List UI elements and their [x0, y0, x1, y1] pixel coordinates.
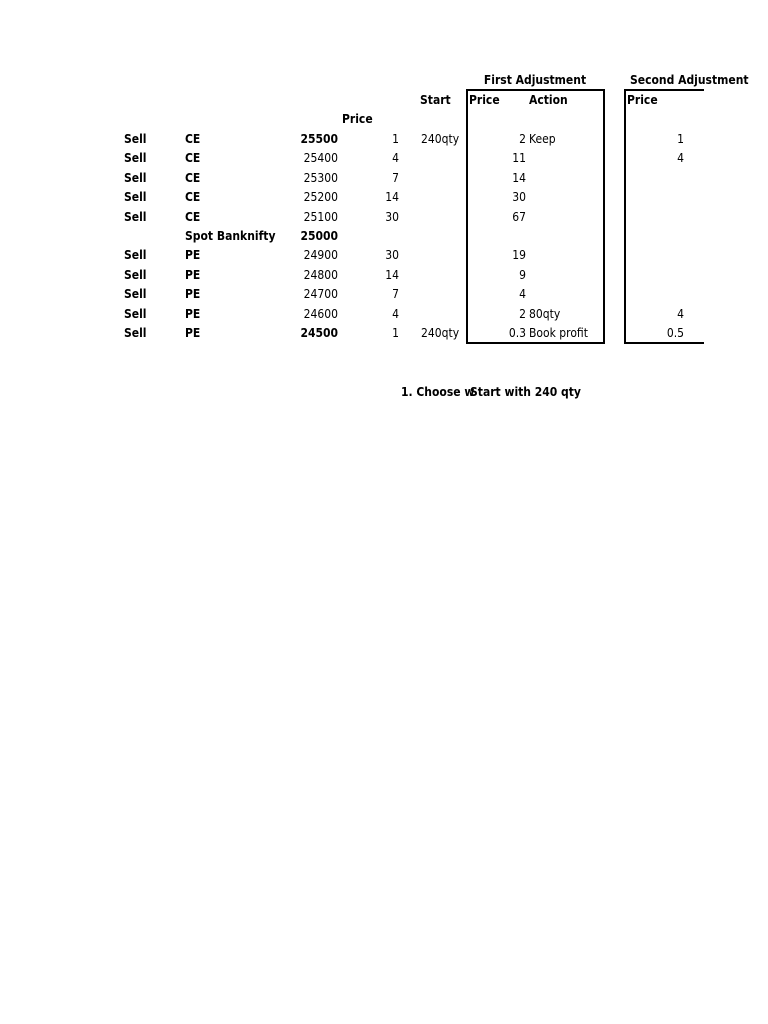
row-side: Sell	[124, 171, 147, 185]
row-side: Sell	[124, 326, 147, 340]
start-header: Start	[420, 93, 451, 107]
row-strike: 24700	[303, 287, 338, 301]
row-strike: 25300	[303, 171, 338, 185]
first-price-header: Price	[469, 93, 500, 107]
row-side: Sell	[124, 190, 147, 204]
first-adjustment-header: First Adjustment	[483, 73, 587, 87]
row-option-type: PE	[185, 248, 201, 262]
row-price: 1	[392, 326, 399, 340]
row-second-price: 4	[677, 151, 684, 165]
row-option-type: CE	[185, 171, 201, 185]
note-overlap-text: Start with 240 qty	[470, 385, 581, 399]
row-strike: 24800	[303, 268, 338, 282]
row-first-action: 80qty	[529, 307, 561, 321]
row-second-price: 4	[677, 307, 684, 321]
second-adjustment-box	[624, 89, 704, 344]
row-option-type: CE	[185, 190, 201, 204]
row-first-price: 11	[512, 151, 526, 165]
row-first-price: 14	[512, 171, 526, 185]
row-strike: 25200	[303, 190, 338, 204]
row-side: Sell	[124, 268, 147, 282]
row-side: Sell	[124, 287, 147, 301]
row-side: Sell	[124, 307, 147, 321]
row-price: 14	[385, 268, 399, 282]
row-price: 14	[385, 190, 399, 204]
row-first-price: 9	[519, 268, 526, 282]
row-first-price: 0.3	[508, 326, 526, 340]
row-price: 30	[385, 248, 399, 262]
row-option-type: CE	[185, 132, 201, 146]
row-first-price: 30	[512, 190, 526, 204]
row-strike: 24900	[303, 248, 338, 262]
second-adjustment-header: Second Adjustment	[630, 73, 749, 87]
row-option-type: Spot Banknifty	[185, 229, 276, 243]
row-side: Sell	[124, 248, 147, 262]
row-first-action: Keep	[529, 132, 556, 146]
row-price: 4	[392, 151, 399, 165]
note-text: 1. Choose w	[401, 385, 475, 399]
first-action-header: Action	[529, 93, 568, 107]
row-option-type: PE	[185, 307, 201, 321]
row-first-price: 2	[519, 307, 526, 321]
row-option-type: CE	[185, 151, 201, 165]
row-option-type: PE	[185, 287, 201, 301]
row-strike: 25500	[300, 132, 338, 146]
row-price: 7	[392, 287, 399, 301]
row-start: 240qty	[421, 326, 460, 340]
row-start: 240qty	[421, 132, 460, 146]
row-strike: 24500	[300, 326, 338, 340]
row-strike: 24600	[303, 307, 338, 321]
row-side: Sell	[124, 151, 147, 165]
row-first-price: 2	[519, 132, 526, 146]
row-option-type: CE	[185, 210, 201, 224]
first-adjustment-box	[466, 89, 605, 344]
row-price: 1	[392, 132, 399, 146]
row-option-type: PE	[185, 268, 201, 282]
row-side: Sell	[124, 132, 147, 146]
row-second-price: 0.5	[666, 326, 684, 340]
row-first-action: Book profit	[529, 326, 588, 340]
row-price: 7	[392, 171, 399, 185]
row-first-price: 19	[512, 248, 526, 262]
row-side: Sell	[124, 210, 147, 224]
row-strike: 25400	[303, 151, 338, 165]
row-strike: 25100	[303, 210, 338, 224]
row-strike: 25000	[300, 229, 338, 243]
second-price-header: Price	[627, 93, 658, 107]
row-first-price: 67	[512, 210, 526, 224]
price-header: Price	[342, 112, 373, 126]
row-price: 30	[385, 210, 399, 224]
row-option-type: PE	[185, 326, 201, 340]
row-second-price: 1	[677, 132, 684, 146]
row-price: 4	[392, 307, 399, 321]
row-first-price: 4	[519, 287, 526, 301]
